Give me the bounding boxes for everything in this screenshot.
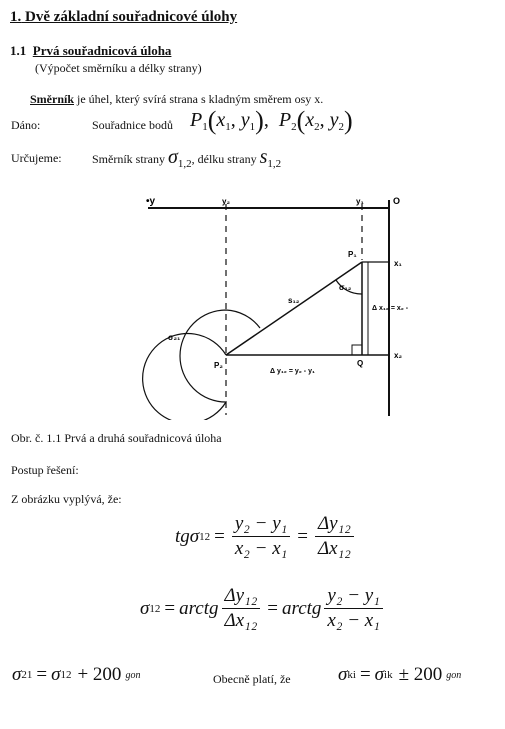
dano-text: Souřadnice bodů — [92, 118, 173, 132]
section-title: Prvá souřadnicová úloha — [32, 43, 172, 58]
fig-label-p1: P₁ — [348, 250, 357, 259]
zobrazku-text: Z obrázku vyplývá, že: — [11, 492, 122, 506]
fig-label-y2: y₂ — [222, 197, 231, 206]
fig-label-axis-y: •y — [146, 196, 156, 207]
fig-label-origin: O — [393, 196, 401, 206]
postup-text: Postup řešení: — [11, 463, 79, 477]
urcujeme-text: Směrník strany $\sigma_{1,2}$ , délku strany $s_{1,2}$ — [92, 146, 282, 170]
coordinate-figure — [140, 190, 430, 420]
figure-caption: Obr. č. 1.1 Prvá a druhá souřadnicová úloha — [11, 431, 222, 445]
section-heading — [10, 43, 171, 59]
urcujeme-label: Určujeme: — [11, 151, 62, 165]
definition — [30, 92, 323, 107]
equation-sigma21: σ 21 = σ 12 + 200 gon — [12, 664, 141, 685]
fig-label-y1: y₁ — [356, 197, 364, 206]
fig-label-p2: P₂ — [214, 361, 223, 370]
fig-label-q: Q — [357, 359, 364, 368]
fig-label-x2: x₂ — [394, 351, 403, 360]
section-subtitle: (Výpočet směrníku a délky strany) — [35, 61, 202, 75]
section-number: 1.1 — [10, 43, 27, 58]
chapter-number: 1. — [10, 9, 22, 25]
fig-label-sigma12: σ₁₂ — [339, 283, 352, 292]
fig-label-x1: x₁ — [394, 259, 402, 268]
dano-points: $P_1(x_1$, $y_1$), $P_2(x_2$, $y_2$) — [190, 106, 353, 135]
fig-label-dx: Δ x₁₂ = x₂ - — [372, 305, 409, 312]
obecne-text: Obecně platí, že — [213, 672, 291, 686]
fig-label-sigma21: σ₂₁ — [168, 333, 181, 342]
definition-text: je úhel, který svírá strana s kladným směrem osy x. — [77, 92, 324, 106]
chapter-heading — [10, 9, 237, 26]
fig-label-s12: s₁₂ — [288, 296, 300, 305]
dano-label: Dáno: — [11, 118, 41, 132]
equation-general: σ ki = σ ik ± 200 gon — [338, 664, 462, 685]
chapter-title: Dvě základní souřadnicové úlohy — [25, 9, 238, 25]
fig-label-dy: Δ y₁₂ = y₂ - y₁ — [270, 368, 315, 375]
definition-term: Směrník — [30, 92, 75, 106]
equation-tg: tgσ 12 = $\frac{\text{y₂ − y₁}}{\text{x₂ − x₁}}$ = $\frac{\text{Δy₁₂}}{\text{Δx₁₂}}$ — [175, 513, 357, 560]
equation-arctg: σ 12 = arctg $\frac{\text{Δy₁₂}}{\text{Δx₁₂}}$ = arctg $\frac{\text{y₂ − y₁}}{\text{x₂ − x₁}}$ — [140, 585, 386, 632]
